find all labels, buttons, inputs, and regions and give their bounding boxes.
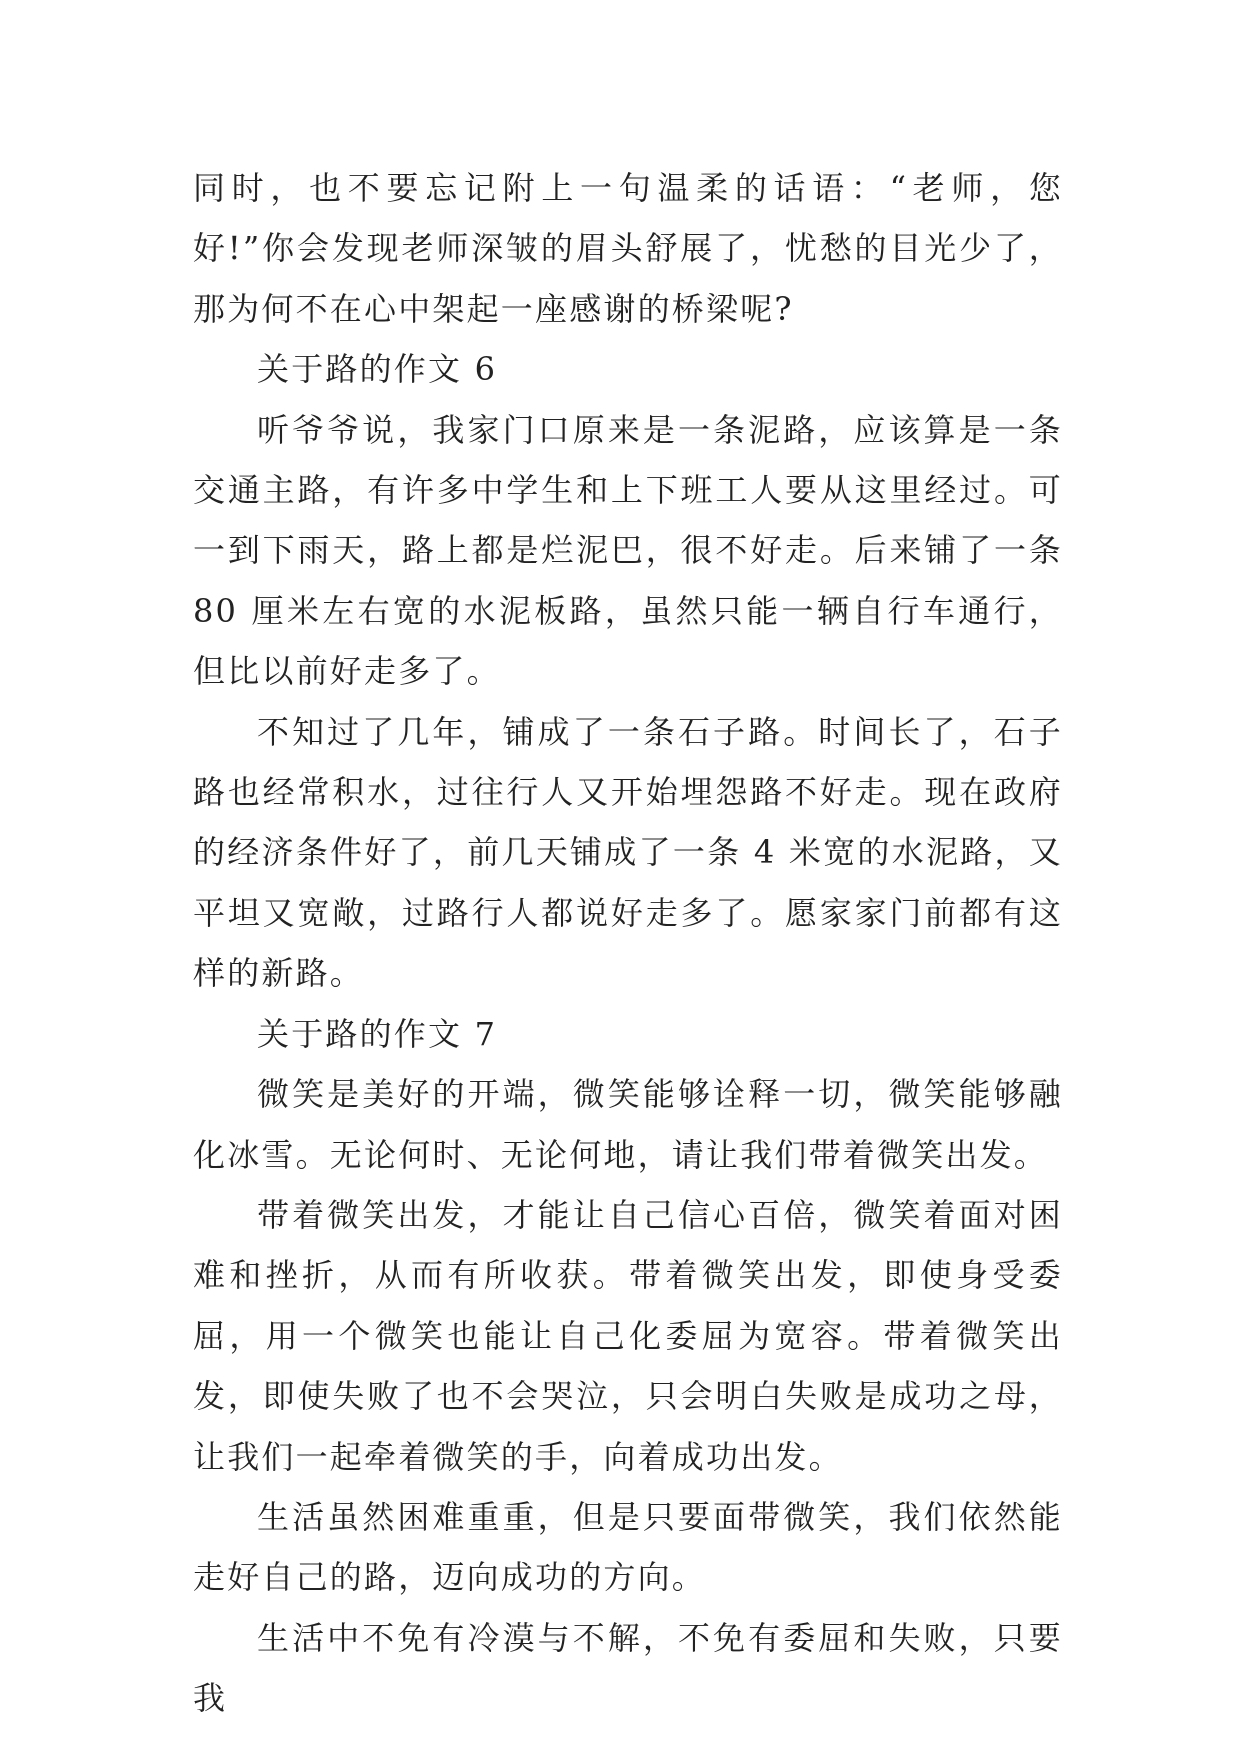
paragraph: 微笑是美好的开端，微笑能够诠释一切，微笑能够融化冰雪。无论何时、无论何地，请让我们带着微笑出发。 — [193, 1075, 1063, 1174]
paragraph: 听爷爷说，我家门口原来是一条泥路，应该算是一条交通主路，有许多中学生和上下班工人要从这里经过。可一到下雨天，路上都是烂泥巴，很不好走。后来铺了一条 80 厘米左右宽的水泥板路，虽然只能一辆自行车通行，但比以前好走多了。 — [193, 410, 1063, 691]
paragraph: 不知过了几年，铺成了一条石子路。时间长了，石子路也经常积水，过往行人又开始埋怨路不好走。现在政府的经济条件好了，前几天铺成了一条 4 米宽的水泥路，又平坦又宽敞，过路行人都说好走多了。愿家家门前都有这样的新路。 — [193, 712, 1063, 993]
document-body — [193, 158, 1063, 1729]
section-heading-6: 关于路的作文 6 — [257, 350, 498, 389]
paragraph: 生活中不免有冷漠与不解，不免有委屈和失败，只要我 — [193, 1618, 1063, 1718]
section-heading-7: 关于路的作文 7 — [257, 1014, 498, 1053]
paragraph: 带着微笑出发，才能让自己信心百倍，微笑着面对困难和挫折，从而有所收获。带着微笑出发，即使身受委屈，用一个微笑也能让自己化委屈为宽容。带着微笑出发，即使失败了也不会哭泣，只会明白失败是成功之母，让我们一起牵着微笑的手，向着成功出发。 — [193, 1195, 1063, 1476]
paragraph-continued: 同时，也不要忘记附上一句温柔的话语：“老师，您好!”你会发现老师深皱的眉头舒展了，忧愁的目光少了，那为何不在心中架起一座感谢的桥梁呢? — [193, 169, 1063, 328]
paragraph: 生活虽然困难重重，但是只要面带微笑，我们依然能走好自己的路，迈向成功的方向。 — [193, 1497, 1063, 1597]
